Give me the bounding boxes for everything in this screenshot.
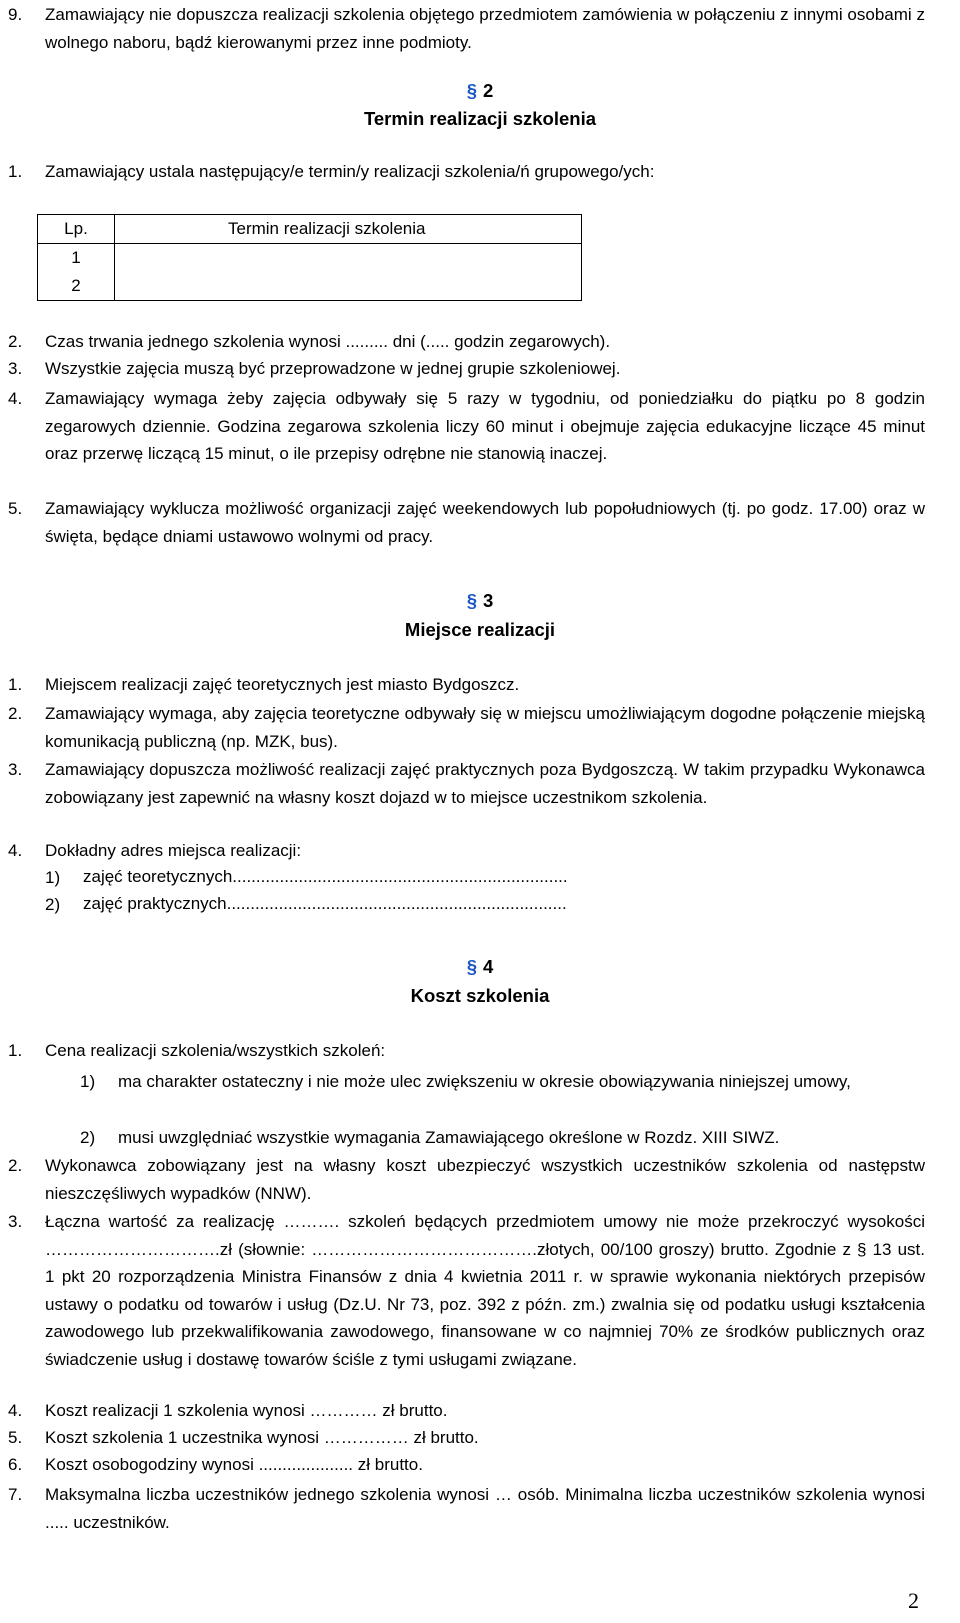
table-row — [38, 244, 582, 273]
s2-item-2-number: 2. — [8, 332, 23, 351]
s4-sub-1-text: ma charakter ostateczny i nie może ulec zwiększeniu w okresie obowiązywania niniejszej umowy, — [118, 1072, 851, 1091]
terms-table-cell-lp: 2 — [38, 272, 115, 301]
section-3-number — [0, 589, 960, 613]
terms-table-header-lp: Lp. — [38, 215, 115, 244]
s4-item-2-text: Wykonawca zobowiązany jest na własny koszt ubezpieczyć wszystkich uczestników szkolenia od następstw nieszczęśliwych wypadków (NNW). — [45, 1156, 925, 1203]
s2-item-3-text: Wszystkie zajęcia muszą być przeprowadzone w jednej grupie szkoleniowej. — [45, 359, 621, 378]
page-number: 2 — [908, 1588, 919, 1613]
item-9-number: 9. — [8, 5, 23, 24]
terms-table-header-term: Termin realizacji szkolenia — [115, 215, 582, 244]
s3-item-1-number: 1. — [8, 675, 23, 694]
s4-item-4-number: 4. — [8, 1401, 23, 1420]
s4-item-6-number: 6. — [8, 1455, 23, 1474]
s2-item-3-number: 3. — [8, 359, 23, 378]
s2-item-5-text: Zamawiający wyklucza możliwość organizacji zajęć weekendowych lub popołudniowych (tj. po godz. 17.00) oraz w święta, będące dniami ustawowo wolnymi od pracy. — [45, 499, 925, 546]
s3-item-4-number: 4. — [8, 841, 23, 860]
section-2-number — [0, 79, 960, 103]
item-9-text: Zamawiający nie dopuszcza realizacji szkolenia objętego przedmiotem zamówienia w połączeniu z innymi osobami z wolnego naboru, bądź kierowanymi przez inne podmioty. — [45, 5, 925, 52]
section-2-sign: § — [466, 80, 477, 101]
terms-table — [37, 214, 582, 301]
s4-item-1-number: 1. — [8, 1041, 23, 1060]
table-row — [38, 272, 582, 301]
s4-item-4-text: Koszt realizacji 1 szkolenia wynosi ………… zł brutto. — [45, 1401, 448, 1420]
s4-item-1-text: Cena realizacji szkolenia/wszystkich szkoleń: — [45, 1041, 386, 1060]
s4-item-5-text: Koszt szkolenia 1 uczestnika wynosi …………… zł brutto. — [45, 1428, 479, 1447]
s3-item-3-text: Zamawiający dopuszcza możliwość realizacji zajęć praktycznych poza Bydgoszczą. W takim przypadku Wykonawca zobowiązany jest zapewnić na własny koszt dojazd w to miejsce uczestnikom szkolenia. — [45, 760, 925, 807]
s2-item-1-text: Zamawiający ustala następujący/e termin/y realizacji szkolenia/ń grupowego/ych: — [45, 162, 655, 181]
section-4-title: Koszt szkolenia — [410, 985, 550, 1006]
s4-item-5-number: 5. — [8, 1428, 23, 1447]
s3-sub-1-number: 1) — [45, 868, 61, 887]
s3-item-2-number: 2. — [8, 704, 23, 723]
terms-table-cell-lp: 1 — [38, 244, 115, 273]
s3-item-4-text: Dokładny adres miejsca realizacji: — [45, 841, 302, 860]
s2-item-4-number: 4. — [8, 389, 23, 408]
section-3-sign: § — [466, 590, 477, 611]
s2-item-5-number: 5. — [8, 499, 23, 518]
s2-item-1-number: 1. — [8, 162, 23, 181]
section-4-number — [0, 955, 960, 979]
s4-item-6-text: Koszt osobogodziny wynosi .................... zł brutto. — [45, 1455, 423, 1474]
s3-item-3-number: 3. — [8, 760, 23, 779]
s3-sub-2-number: 2) — [45, 895, 61, 914]
terms-table-cell-term — [115, 272, 582, 301]
s4-sub-2-text: musi uwzględniać wszystkie wymagania Zamawiającego określone w Rozdz. XIII SIWZ. — [118, 1128, 780, 1147]
section-4-sign: § — [466, 956, 477, 977]
section-3-num: 3 — [483, 590, 494, 611]
section-4-num: 4 — [483, 956, 494, 977]
s4-item-7-number: 7. — [8, 1485, 23, 1504]
terms-table-cell-term — [115, 244, 582, 273]
s3-item-2-text: Zamawiający wymaga, aby zajęcia teoretyczne odbywały się w miejscu umożliwiającym dogodne połączenie miejską komunikacją publiczną (np. MZK, bus). — [45, 704, 925, 751]
terms-table-header-row — [38, 215, 582, 244]
s3-sub-2-text: zajęć praktycznych........................................................................ — [83, 894, 567, 913]
s4-item-2-number: 2. — [8, 1156, 23, 1175]
s2-item-2-text: Czas trwania jednego szkolenia wynosi ......... dni (..... godzin zegarowych). — [45, 332, 611, 351]
s4-item-3-text: Łączna wartość za realizację ………. szkoleń będących przedmiotem umowy nie może przekroczyć wysokości ………………………….zł (słownie: ………………………………….złotych, 00/100 groszy) brutto. Zgodnie z § 13 ust. 1 pkt 20 rozporządzenia Ministra Finansów z dnia 4 kwietnia 2011 r. w sprawie wykonania niektórych przepisów ustawy o podatku od towarów i usług (Dz.U. Nr 73, poz. 392 z późn. zm.) zwalnia się od podatku usługi kształcenia zawodowego lub przekwalifikowania zawodowego, finansowane w co najmniej 70% ze środków publicznych oraz świadczenie usług i dostawę towarów ściśle z tymi usługami związane. — [45, 1212, 925, 1369]
section-2-title: Termin realizacji szkolenia — [363, 108, 597, 129]
s4-item-7-text: Maksymalna liczba uczestników jednego szkolenia wynosi … osób. Minimalna liczba uczestników szkolenia wynosi ..... uczestników. — [45, 1485, 925, 1532]
s2-item-4-text: Zamawiający wymaga żeby zajęcia odbywały się 5 razy w tygodniu, od poniedziałku do piątku po 8 godzin zegarowych dziennie. Godzina zegarowa szkolenia liczy 60 minut i obejmuje zajęcia edukacyjne liczące 45 minut oraz przerwę liczącą 15 minut, o ile przepisy odrębne nie stanowią inaczej. — [45, 389, 925, 463]
s3-item-1-text: Miejscem realizacji zajęć teoretycznych jest miasto Bydgoszcz. — [45, 675, 520, 694]
section-3-title: Miejsce realizacji — [404, 619, 556, 640]
s4-sub-2-number: 2) — [80, 1128, 96, 1147]
s4-sub-1-number: 1) — [80, 1072, 96, 1091]
s3-sub-1-text: zajęć teoretycznych....................................................................... — [83, 867, 568, 886]
section-2-num: 2 — [483, 80, 494, 101]
s4-item-3-number: 3. — [8, 1212, 23, 1231]
